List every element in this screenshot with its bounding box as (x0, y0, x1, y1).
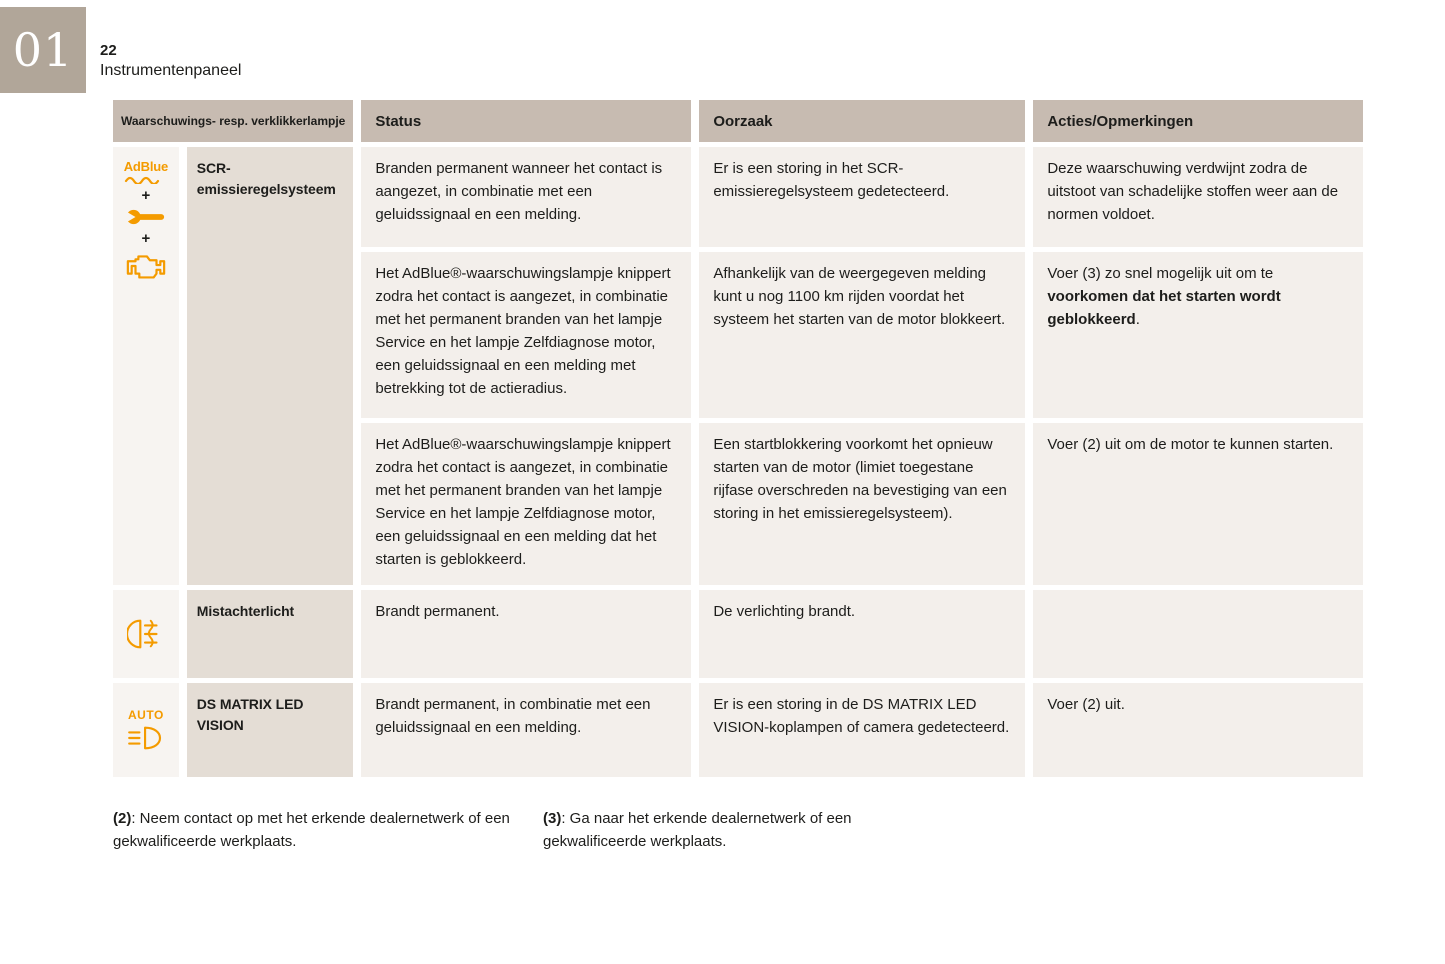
lamp-name-scr: SCR-emissieregelsysteem (187, 147, 354, 585)
status-cell: Het AdBlue®-waarschuwingslampje knippert zodra het contact is aangezet, in combinatie met het permanent branden van het lampje Service en het lampje Zelfdiagnose motor, een geluidssignaal en een melding met betrekking tot de actieradius. (361, 252, 691, 418)
footnote-2 (113, 808, 518, 853)
acties-cell: Voer (2) uit. (1033, 683, 1363, 777)
acties-cell (1033, 252, 1363, 418)
page-header (100, 42, 241, 80)
column-header-acties: Acties/Opmerkingen (1033, 100, 1363, 142)
lamp-icon-cell-scr (113, 147, 179, 585)
column-header-lamp: Waarschuwings- resp. verklikkerlampje (113, 100, 353, 142)
status-cell: Brandt permanent. (361, 590, 691, 678)
column-header-oorzaak: Oorzaak (699, 100, 1025, 142)
status-cell: Brandt permanent, in combinatie met een geluidssignaal en een melding. (361, 683, 691, 777)
acties-cell: Deze waarschuwing verdwijnt zodra de uitstoot van schadelijke stoffen weer aan de normen voldoet. (1033, 147, 1363, 247)
acties-text-bold: voorkomen dat het starten wordt geblokkeerd (1047, 287, 1281, 328)
acties-cell: Voer (2) uit om de motor te kunnen starten. (1033, 423, 1363, 585)
auto-label: AUTO (128, 707, 164, 722)
adblue-wave-icon (124, 174, 164, 184)
footnote-3-text: : Ga naar het erkende dealernetwerk of een gekwalificeerde werkplaats. (543, 810, 852, 850)
rear-fog-light-icon (127, 617, 165, 651)
chapter-number: 01 (12, 23, 74, 77)
table-header-row (113, 100, 1363, 142)
matrix-headlight-icon (127, 724, 165, 752)
footnote-3-ref: (3) (543, 810, 562, 827)
oorzaak-cell: De verlichting brandt. (699, 590, 1025, 678)
oorzaak-cell: Een startblokkering voorkomt het opnieuw starten van de motor (limiet toegestane rijfase overschreden na bevestiging van een storing in het emissieregelsysteem). (699, 423, 1025, 585)
plus-sign: + (141, 187, 151, 204)
acties-text-normal: Voer (3) zo snel mogelijk uit om te (1047, 265, 1274, 282)
adblue-label: AdBlue (123, 159, 169, 174)
plus-sign: + (141, 230, 151, 247)
service-wrench-icon (125, 207, 167, 227)
lamp-name-ds-matrix-led: DS MATRIX LED VISION (187, 683, 354, 777)
oorzaak-cell: Er is een storing in de DS MATRIX LED VISION-koplampen of camera gedetecteerd. (699, 683, 1025, 777)
lamp-icon-cell-mistachterlicht (113, 590, 179, 678)
section-title: Instrumentenpaneel (100, 62, 242, 79)
status-cell: Het AdBlue®-waarschuwingslampje knippert zodra het contact is aangezet, in combinatie met het permanent branden van het lampje Service en het lampje Zelfdiagnose motor, een geluidssignaal en een melding dat het starten is geblokkeerd. (361, 423, 691, 585)
footnotes (113, 808, 948, 853)
oorzaak-cell: Afhankelijk van de weergegeven melding kunt u nog 1100 km rijden voordat het systeem het starten van de motor blokkeert. (699, 252, 1025, 418)
status-cell: Branden permanent wanneer het contact is aangezet, in combinatie met een geluidssignaal en een melding. (361, 147, 691, 247)
warning-lamps-table (105, 95, 1371, 782)
table-row-scr (113, 147, 1363, 247)
chapter-tab (0, 7, 86, 93)
acties-cell (1033, 590, 1363, 678)
footnote-2-text: : Neem contact op met het erkende dealernetwerk of een gekwalificeerde werkplaats. (113, 810, 510, 850)
acties-text-end: . (1135, 310, 1140, 328)
check-engine-icon (125, 250, 167, 282)
column-header-status: Status (361, 100, 691, 142)
table-row-ds-matrix-led (113, 683, 1363, 777)
adblue-icon (124, 159, 168, 184)
lamp-name-mistachterlicht: Mistachterlicht (187, 590, 354, 678)
footnote-2-ref: (2) (113, 810, 132, 827)
footnote-3 (543, 808, 923, 853)
warning-lamps-table-wrap (105, 95, 1371, 782)
oorzaak-cell: Er is een storing in het SCR-emissieregelsysteem gedetecteerd. (699, 147, 1025, 247)
page-number: 22 (100, 42, 117, 59)
table-row-mistachterlicht (113, 590, 1363, 678)
lamp-icon-cell-ds-matrix-led (113, 683, 179, 777)
